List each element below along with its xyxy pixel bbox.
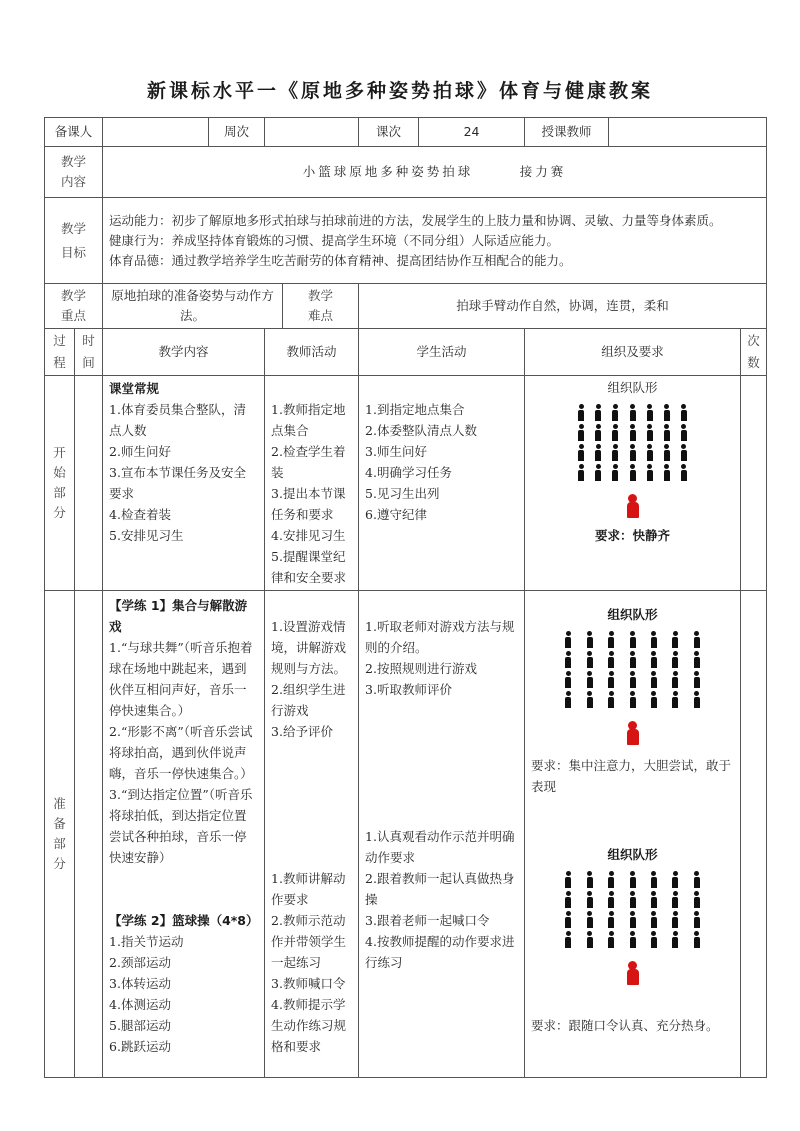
content-item: 3.“到达指定位置”（听音乐将球拍低，到达指定位置尝试各种拍球，音乐一停快速安静） <box>109 787 253 865</box>
person-icon <box>608 691 614 707</box>
person-icon <box>587 691 593 707</box>
goals-value <box>103 198 767 284</box>
person-icon <box>608 631 614 647</box>
person-icon <box>612 424 618 440</box>
student-item: 5.见习生出列 <box>365 486 440 501</box>
person-icon <box>647 404 653 420</box>
content-item: 3.宣布本节课任务及安全要求 <box>109 465 246 501</box>
person-icon <box>672 911 678 927</box>
student-item: 4.明确学习任务 <box>365 465 452 480</box>
person-icon <box>630 651 636 667</box>
person-icon <box>630 871 636 887</box>
person-icon <box>587 671 593 687</box>
lesson-plan-table <box>44 117 767 1078</box>
student-activity-cell <box>359 376 525 591</box>
student-item: 3.师生问好 <box>365 444 427 459</box>
teacher-item: 4.教师提示学生动作练习规格和要求 <box>271 997 347 1054</box>
person-icon <box>630 424 636 440</box>
student-item: 3.跟着老师一起喊口令 <box>365 913 490 928</box>
person-icon <box>630 911 636 927</box>
difficulty-label-cell <box>283 284 359 329</box>
header-organization: 组织及要求 <box>525 329 741 376</box>
student-item: 3.听取教师评价 <box>365 682 452 697</box>
person-icon <box>630 631 636 647</box>
person-icon <box>651 691 657 707</box>
preparer-label: 备课人 <box>45 118 103 147</box>
time-cell <box>75 591 103 1078</box>
header-process <box>45 329 75 376</box>
goal-motor: 运动能力：初步了解原地多形式拍球与拍球前进的方法，发展学生的上肢力量和协调、灵敏、力量等身体素质。 <box>109 212 722 228</box>
person-icon <box>565 911 571 927</box>
person-icon <box>694 871 700 887</box>
block-heading: 课堂常规 <box>109 381 160 396</box>
content-item: 2.师生问好 <box>109 444 171 459</box>
content-value: 小篮球原地多种姿势拍球 接力赛 <box>103 147 767 198</box>
teacher-item: 1.教师讲解动作要求 <box>271 871 346 907</box>
teacher-item: 3.教师喊口令 <box>271 976 346 991</box>
teacher-activity-cell <box>265 591 359 1078</box>
person-icon <box>694 931 700 947</box>
teacher-item: 2.教师示范动作并带领学生一起练习 <box>271 913 347 970</box>
person-icon <box>681 404 687 420</box>
student-item: 1.听取老师对游戏方法与规则的介绍。 <box>365 619 515 655</box>
content-item: 4.检查着装 <box>109 507 171 522</box>
teacher-item: 1.教师指定地点集合 <box>271 402 346 438</box>
person-icon <box>651 891 657 907</box>
goal-ethics: 体育品德：通过教学培养学生吃苦耐劳的体育精神、提高团结协作互相配合的能力。 <box>109 252 572 268</box>
teacher-label: 授课教师 <box>525 118 609 147</box>
person-icon <box>595 464 601 480</box>
count-cell <box>741 376 767 591</box>
section-name-text: 准备部分 <box>53 796 66 871</box>
goal-health: 健康行为：养成坚持体育锻炼的习惯、提高学生环境（不同分组）人际适应能力。 <box>109 232 560 248</box>
person-icon <box>608 891 614 907</box>
formation-grid <box>573 404 693 480</box>
student-item: 2.按照规则进行游戏 <box>365 661 477 676</box>
person-icon <box>565 871 571 887</box>
formation-title: 组织队形 <box>607 380 658 395</box>
organization-cell <box>525 591 741 1078</box>
person-icon <box>578 424 584 440</box>
block-heading: 【学练 2】篮球操（4*8） <box>109 913 259 928</box>
header-count <box>741 329 767 376</box>
teacher-item: 5.提醒课堂纪律和安全要求 <box>271 549 347 585</box>
person-icon <box>651 931 657 947</box>
key-points-row <box>45 284 767 329</box>
person-icon <box>672 891 678 907</box>
person-icon <box>664 404 670 420</box>
content-item: 4.体测运动 <box>109 997 171 1012</box>
person-icon <box>587 931 593 947</box>
person-icon <box>630 891 636 907</box>
content-item: 2.“形影不离”（听音乐尝试将球拍高，遇到伙伴说声嗨，音乐一停快速集合。） <box>109 724 253 781</box>
section-row-start <box>45 376 767 591</box>
header-process-text: 过程 <box>53 333 66 370</box>
person-icon <box>630 444 636 460</box>
content-item: 1.体育委员集合整队，清点人数 <box>109 402 246 438</box>
header-teacher: 教师活动 <box>265 329 359 376</box>
goals-row <box>45 198 767 284</box>
person-icon <box>595 404 601 420</box>
person-icon <box>630 691 636 707</box>
person-icon <box>565 891 571 907</box>
time-cell <box>75 376 103 591</box>
teacher-item: 2.组织学生进行游戏 <box>271 682 346 718</box>
organization-cell <box>525 376 741 591</box>
person-icon <box>578 444 584 460</box>
person-icon <box>608 871 614 887</box>
person-icon <box>681 444 687 460</box>
person-icon <box>612 464 618 480</box>
person-icon <box>694 691 700 707</box>
student-item: 1.到指定地点集合 <box>365 402 465 417</box>
teacher-person-icon <box>627 961 639 985</box>
week-label: 周次 <box>209 118 265 147</box>
person-icon <box>608 911 614 927</box>
person-icon <box>608 931 614 947</box>
student-item: 2.跟着教师一起认真做热身操 <box>365 871 515 907</box>
week-value <box>265 118 359 147</box>
formation-grid <box>558 631 708 707</box>
goals-label-text: 教学目标 <box>60 220 86 260</box>
person-icon <box>647 444 653 460</box>
person-icon <box>595 424 601 440</box>
content-row <box>45 147 767 198</box>
teacher-value <box>609 118 767 147</box>
person-icon <box>587 911 593 927</box>
person-icon <box>672 931 678 947</box>
person-icon <box>630 671 636 687</box>
content-item: 1.指关节运动 <box>109 934 184 949</box>
section-name-text: 开始部分 <box>53 445 66 520</box>
goals-label <box>45 198 103 284</box>
student-item: 6.遵守纪律 <box>365 507 427 522</box>
content-item: 5.安排见习生 <box>109 528 184 543</box>
lesson-number-value: 24 <box>419 118 525 147</box>
header-time <box>75 329 103 376</box>
formation-title: 组织队形 <box>607 847 658 862</box>
person-icon <box>694 911 700 927</box>
formation-grid <box>558 871 708 947</box>
student-item: 1.认真观看动作示范并明确动作要求 <box>365 829 515 865</box>
content-label <box>45 147 103 198</box>
formation-requirement: 要求：集中注意力，大胆尝试，敢于表现 <box>531 758 732 794</box>
preparer-value <box>103 118 209 147</box>
person-icon <box>587 871 593 887</box>
person-icon <box>651 871 657 887</box>
document-title: 新课标水平一《原地多种姿势拍球》体育与健康教案 <box>146 80 653 102</box>
difficulty-label-text: 教学难点 <box>308 288 334 323</box>
student-activity-cell <box>359 591 525 1078</box>
teacher-person-icon <box>627 721 639 745</box>
content-label-text: 教学内容 <box>60 154 86 189</box>
person-icon <box>672 671 678 687</box>
teacher-person-icon <box>627 494 639 518</box>
person-icon <box>651 911 657 927</box>
person-icon <box>565 931 571 947</box>
count-cell <box>741 591 767 1078</box>
person-icon <box>578 404 584 420</box>
person-icon <box>612 444 618 460</box>
section-label-prepare <box>45 591 75 1078</box>
student-item: 4.按教师提醒的动作要求进行练习 <box>365 934 515 970</box>
block-heading: 【学练 1】集合与解散游戏 <box>109 598 248 634</box>
column-header-row <box>45 329 767 376</box>
person-icon <box>651 651 657 667</box>
formation-requirement: 要求：快静齐 <box>595 528 671 543</box>
person-icon <box>587 631 593 647</box>
formation-title: 组织队形 <box>607 607 658 622</box>
person-icon <box>647 464 653 480</box>
content-cell <box>103 591 265 1078</box>
key-value: 原地拍球的准备姿势与动作方法。 <box>103 284 283 329</box>
person-icon <box>565 671 571 687</box>
teacher-item: 3.提出本节课任务和要求 <box>271 486 346 522</box>
person-icon <box>694 631 700 647</box>
content-item: 2.颈部运动 <box>109 955 171 970</box>
person-icon <box>608 671 614 687</box>
person-icon <box>672 631 678 647</box>
teacher-item: 1.设置游戏情境，讲解游戏规则与方法。 <box>271 619 347 676</box>
person-icon <box>565 651 571 667</box>
person-icon <box>694 651 700 667</box>
header-time-text: 时间 <box>82 333 95 370</box>
person-icon <box>595 444 601 460</box>
lesson-number-label: 课次 <box>359 118 419 147</box>
content-item: 5.腿部运动 <box>109 1018 171 1033</box>
person-icon <box>612 404 618 420</box>
teacher-activity-cell <box>265 376 359 591</box>
person-icon <box>608 651 614 667</box>
person-icon <box>565 691 571 707</box>
person-icon <box>664 444 670 460</box>
student-item: 2.体委整队清点人数 <box>365 423 477 438</box>
person-icon <box>651 631 657 647</box>
header-content: 教学内容 <box>103 329 265 376</box>
person-icon <box>647 424 653 440</box>
person-icon <box>630 464 636 480</box>
teacher-item: 3.给予评价 <box>271 724 333 739</box>
key-label-text: 教学重点 <box>60 288 86 323</box>
person-icon <box>565 631 571 647</box>
person-icon <box>672 691 678 707</box>
section-row-prepare <box>45 591 767 1078</box>
info-row <box>45 118 767 147</box>
person-icon <box>587 651 593 667</box>
person-icon <box>587 891 593 907</box>
person-icon <box>630 931 636 947</box>
person-icon <box>664 424 670 440</box>
teacher-item: 4.安排见习生 <box>271 528 346 543</box>
difficulty-value: 拍球手臂动作自然，协调，连贯，柔和 <box>359 284 767 329</box>
formation-requirement: 要求：跟随口令认真、充分热身。 <box>531 1018 719 1033</box>
person-icon <box>694 671 700 687</box>
content-item: 6.跳跃运动 <box>109 1039 171 1054</box>
person-icon <box>672 871 678 887</box>
key-label <box>45 284 103 329</box>
person-icon <box>681 464 687 480</box>
person-icon <box>672 651 678 667</box>
person-icon <box>681 424 687 440</box>
content-item: 3.体转运动 <box>109 976 171 991</box>
content-cell <box>103 376 265 591</box>
person-icon <box>694 891 700 907</box>
header-student: 学生活动 <box>359 329 525 376</box>
person-icon <box>630 404 636 420</box>
person-icon <box>651 671 657 687</box>
person-icon <box>578 464 584 480</box>
content-item: 1.“与球共舞”（听音乐抱着球在场地中跳起来，遇到伙伴互相问声好，音乐一停快速集合。） <box>109 640 253 718</box>
header-count-text: 次数 <box>747 333 760 370</box>
teacher-item: 2.检查学生着装 <box>271 444 346 480</box>
section-label-start <box>45 376 75 591</box>
person-icon <box>664 464 670 480</box>
